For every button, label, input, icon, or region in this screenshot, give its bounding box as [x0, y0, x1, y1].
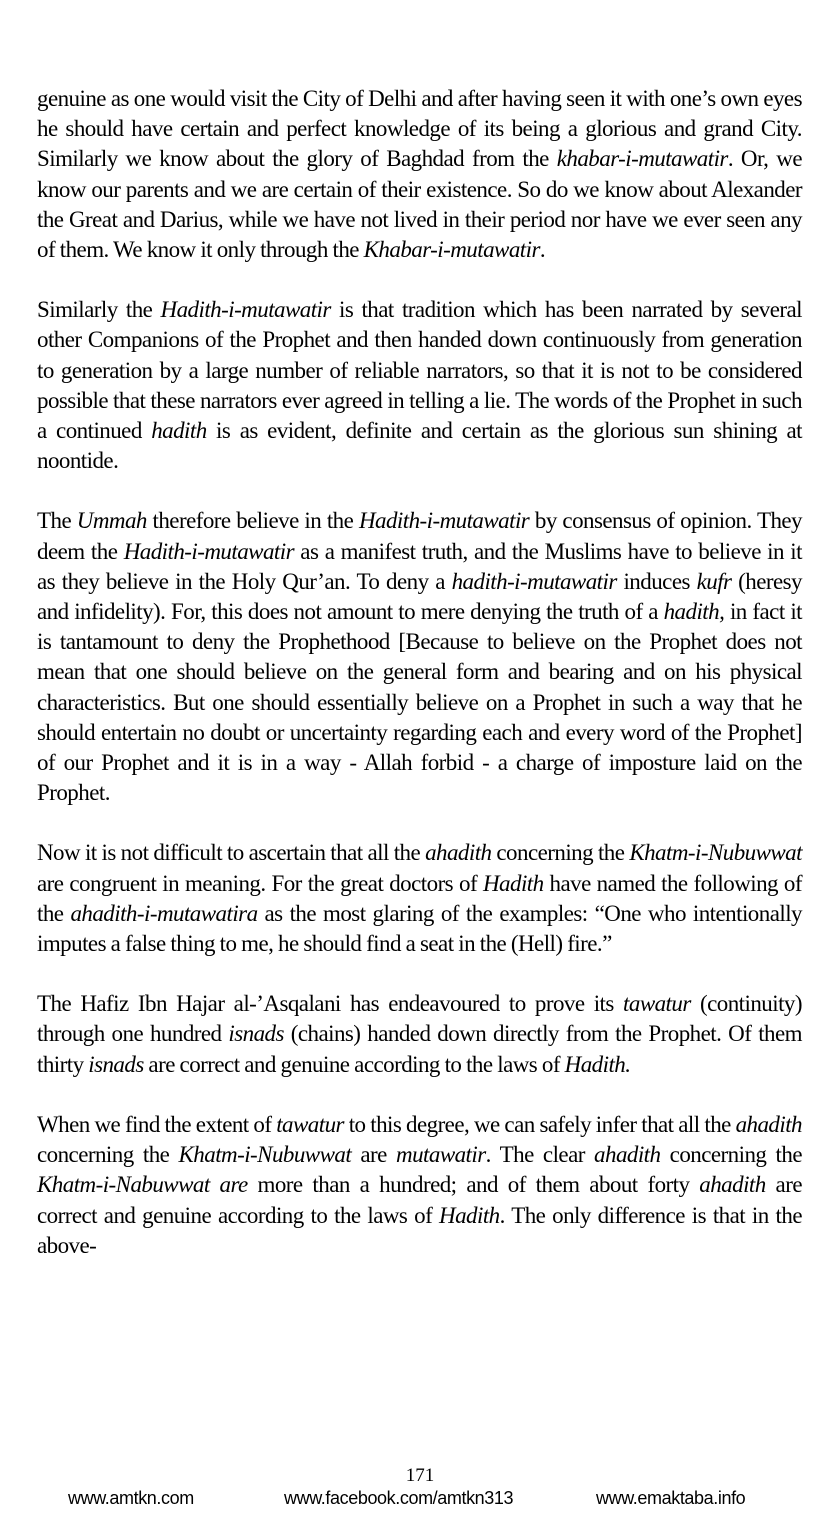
italic-term: ahadith	[594, 1142, 661, 1168]
paragraph: Now it is not difficult to ascertain that all the ahadith concerning the Khatm-i-Nubuwwat are congruent in meaning. For the great doctors of Hadith have named the following of the ahadith-i-mutawatira as the most glaring of the examples: “One who intentionally imputes a false thing to me, he should find a seat in the (Hell) fire.”	[37, 840, 802, 957]
italic-term: ahadith	[425, 840, 492, 866]
italic-term: ahadith-i-mutawatira	[70, 900, 258, 926]
italic-term: mutawatir	[396, 1142, 486, 1168]
italic-term: hadith,	[663, 599, 725, 625]
italic-term: ahadith	[699, 1172, 766, 1198]
page-number: 171	[405, 1465, 435, 1486]
italic-term: Khatm-i-Nubuwwat	[178, 1142, 352, 1168]
italic-term: kufr	[696, 568, 732, 594]
italic-term: isnads	[228, 1021, 284, 1047]
italic-term: Hadith.	[564, 1051, 631, 1077]
italic-term: Ummah	[76, 508, 147, 534]
italic-term: tawatur	[276, 1111, 344, 1137]
italic-term: hadith	[151, 418, 207, 444]
paragraph: The Hafiz Ibn Hajar al-’Asqalani has endeavoured to prove its tawatur (continuity) through one hundred isnads (chains) handed down directly from the Prophet. Of them thirty isnads are correct and genuine according to the laws of Hadith.	[37, 991, 802, 1077]
paragraph: genuine as one would visit the City of Delhi and after having seen it with one’s own eyes he should have certain and perfect knowledge of its being a glorious and grand City. Similarly we know about the glory of Baghdad from the khabar-i-mutawatir. Or, we know our parents and we are certain of their existence. So do we know about Alexander the Great and Darius, while we have not lived in their period nor have we ever seen any of them. We know it only through the Khabar-i-mutawatir.	[37, 86, 802, 263]
footer-link-facebook[interactable]: www.facebook.com/amtkn313	[284, 1488, 514, 1508]
paragraph: The Ummah therefore believe in the Hadith-i-mutawatir by consensus of opinion. They deem the Hadith-i-mutawatir as a manifest truth, and the Muslims have to believe in it as they believe in the Holy Qur’an. To deny a hadith-i-mutawatir induces kufr (heresy and infidelity). For, this does not amount to mere denying the truth of a hadith, in fact it is tantamount to deny the Prophethood [Because to believe on the Prophet does not mean that one should believe on the general form and bearing and on his physical characteristics. But one should essentially believe on a Prophet in such a way that he should entertain no doubt or uncertainty regarding each and every word of the Prophet] of our Prophet and it is in a way - Allah forbid - a charge of imposture laid on the Prophet.	[37, 508, 803, 806]
footer-link-emaktaba[interactable]: www.emaktaba.info	[596, 1488, 746, 1508]
italic-term: isnads	[88, 1051, 144, 1077]
italic-term: Hadith-i-mutawatir	[358, 508, 530, 534]
footer	[0, 1488, 840, 1518]
paragraph: Similarly the Hadith-i-mutawatir is that tradition which has been narrated by several other Companions of the Prophet and then handed down continuously from generation to generation by a large number of reliable narrators, so that it is not to be considered possible that these narrators ever agreed in telling a lie. The words of the Prophet in such a continued hadith is as evident, definite and certain as the glorious sun shining at noontide.	[37, 297, 802, 474]
italic-term: khabar-i-mutawatir	[556, 146, 728, 172]
italic-term: Hadith-i-mutawatir	[160, 297, 331, 323]
page-body	[37, 84, 802, 1291]
italic-term: tawatur	[623, 991, 691, 1017]
italic-term: Khatm-i-Nubuwwat	[629, 840, 802, 866]
italic-term: Khabar-i-mutawatir	[363, 237, 540, 263]
italic-term: hadith-i-mutawatir	[451, 568, 617, 594]
italic-term: Khatm-i-Nabuwwat are	[37, 1172, 248, 1198]
footer-link-amtkn[interactable]: www.amtkn.com	[68, 1488, 194, 1508]
italic-term: ahadith	[735, 1111, 802, 1137]
italic-term: Hadith-i-mutawatir	[123, 538, 294, 564]
paragraph: When we find the extent of tawatur to this degree, we can safely infer that all the ahadith concerning the Khatm-i-Nubuwwat are mutawatir. The clear ahadith concerning the Khatm-i-Nabuwwat are more than a hundred; and of them about forty ahadith are correct and genuine according to the laws of Hadith. The only difference is that in the above-	[37, 1111, 802, 1258]
italic-term: Hadith	[483, 870, 544, 896]
italic-term: Hadith	[439, 1202, 500, 1228]
